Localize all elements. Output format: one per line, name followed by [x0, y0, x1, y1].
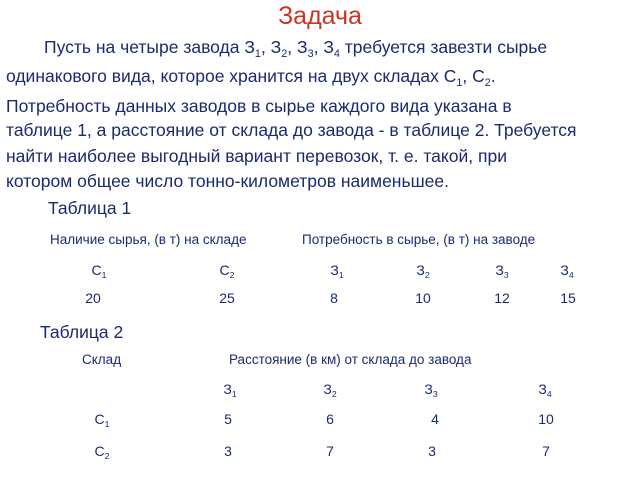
- table2-c2-z1: 3: [224, 443, 232, 459]
- table1-value-z1: 8: [330, 290, 338, 306]
- paragraph-line-3: Потребность данных заводов в сырье каждого вида указана в: [6, 96, 512, 116]
- paragraph-line-4: таблице 1, а расстояние от склада до завода - в таблице 2. Требуется: [6, 120, 577, 140]
- paragraph-line-2: одинакового вида, которое хранится на двух складах $С_1$, $С_2$.: [6, 66, 496, 89]
- table2-column-z3: $З_3$: [424, 381, 438, 400]
- table1-label-c1: $С_1$: [91, 262, 107, 281]
- table2-title: Таблица 2: [40, 322, 124, 342]
- table1-value-c2: 25: [219, 290, 235, 306]
- table1-value-z2: 10: [415, 290, 431, 306]
- paragraph-line-1: Пусть на четыре завода $З_1$, $З_2$, $З_3$, $З_4$ требуется завезти сырье: [44, 37, 548, 60]
- table2-c2-z4: 7: [542, 443, 550, 459]
- paragraph-line-6: котором общее число тонно-километров наименьшее.: [6, 171, 449, 191]
- table2-c2-z2: 7: [326, 443, 334, 459]
- page-title: Задача: [278, 2, 362, 30]
- table2-column-z4: $З_4$: [538, 381, 552, 400]
- table1-label-z1: $З_1$: [330, 262, 344, 281]
- table1-label-z3: $З_3$: [495, 262, 509, 281]
- table1-label-c2: $С_2$: [219, 262, 235, 281]
- table2-c1-z2: 6: [326, 411, 334, 427]
- table1-title: Таблица 1: [48, 198, 132, 218]
- table2-c1-z4: 10: [538, 411, 554, 427]
- table2-header-distance: Расстояние (в км) от склада до завода: [229, 352, 472, 367]
- table2-column-z1: $З_1$: [223, 381, 237, 400]
- table1-header-supply: Наличие сырья, (в т) на складе: [50, 232, 247, 247]
- table2-c2-z3: 3: [428, 443, 436, 459]
- table2-column-z2: $З_2$: [323, 381, 337, 400]
- table1-value-z3: 12: [494, 290, 510, 306]
- table2-header-warehouse: Склад: [82, 352, 122, 367]
- table1-value-z4: 15: [560, 290, 576, 306]
- table2-row-c2-label: $С_2$: [94, 443, 110, 462]
- paragraph-line-5: найти наиболее выгодный вариант перевозок, т. е. такой, при: [6, 146, 507, 166]
- table2-c1-z3: 4: [431, 411, 439, 427]
- table2-c1-z1: 5: [224, 411, 232, 427]
- table1-label-z4: $З_4$: [560, 262, 574, 281]
- table1-header-demand: Потребность в сырье, (в т) на заводе: [302, 232, 536, 247]
- table1-value-c1: 20: [85, 290, 101, 306]
- table2-row-c1-label: $С_1$: [94, 411, 110, 430]
- table1-label-z2: $З_2$: [416, 262, 430, 281]
